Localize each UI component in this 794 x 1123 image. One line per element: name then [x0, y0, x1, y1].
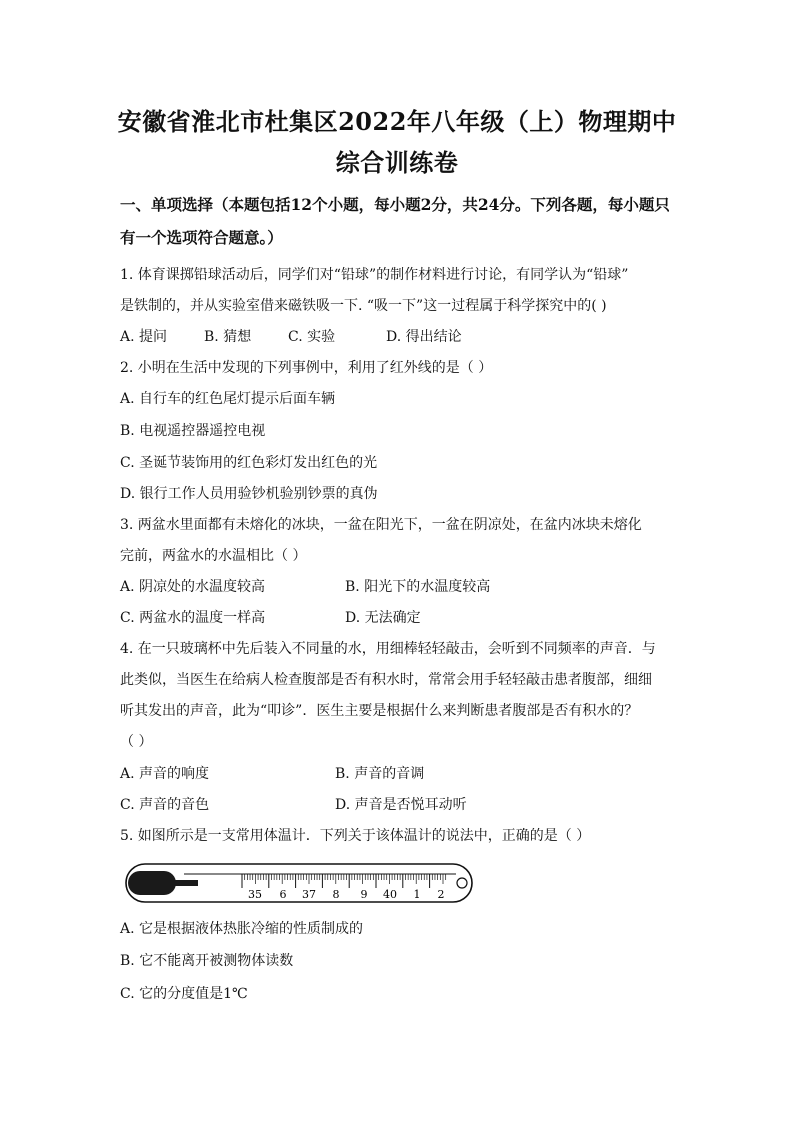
- q2-option-b: B. 电视遥控器遥控电视: [120, 423, 266, 439]
- q2-option-d: D. 银行工作人员用验钞机验别钞票的真伪: [120, 486, 378, 502]
- q2-stem: 2. 小明在生活中发现的下列事例中，利用了红外线的是（ ）: [120, 360, 493, 376]
- exam-title-line2: 综合训练卷: [335, 148, 459, 177]
- q5-option-b: B. 它不能离开被测物体读数: [120, 953, 294, 969]
- q4-stem-line3: 听其发出的声音，此为“叩诊”．医生主要是根据什么来判断患者腹部是否有积水的？: [120, 703, 639, 719]
- thermometer-figure: [124, 861, 476, 905]
- thermometer-mercury-column: [174, 880, 198, 886]
- q2-option-c: C. 圣诞节装饰用的红色彩灯发出红色的光: [120, 455, 378, 471]
- q1-option-d: D. 得出结论: [386, 329, 462, 345]
- q3-option-d: D. 无法确定: [345, 610, 421, 626]
- exam-title-line1: 安徽省淮北市杜集区2022年八年级（上）物理期中: [117, 107, 677, 136]
- q1-option-c: C. 实验: [288, 329, 336, 345]
- q3-option-a: A. 阴凉处的水温度较高: [120, 579, 266, 595]
- scale-label-36: 6: [279, 888, 287, 901]
- section1-heading: 一、单项选择（本题包括12个小题，每小题2分，共24分。下列各题，每小题只有一个选项符合题意。）: [120, 195, 670, 247]
- q4-stem-line4: （ ）: [120, 734, 153, 750]
- scale-label-41: 1: [413, 888, 421, 901]
- q1-stem-line1: 1. 体育课掷铅球活动后，同学们对“铅球”的制作材料进行讨论，有同学认为“铅球”: [120, 267, 629, 283]
- q3-option-c: C. 两盆水的温度一样高: [120, 610, 266, 626]
- q4-stem-line1: 4. 在一只玻璃杯中先后装入不同量的水，用细棒轻轻敲击，会听到不同频率的声音．与: [120, 641, 656, 657]
- scale-label-39: 9: [360, 888, 368, 901]
- q1-stem-line2: 是铁制的，并从实验室借来磁铁吸一下. “吸一下”这一过程属于科学探究中的( ): [120, 298, 607, 314]
- q3-stem-line1: 3. 两盆水里面都有未熔化的冰块，一盆在阳光下，一盆在阴凉处，在盆内冰块未熔化: [120, 517, 642, 533]
- scale-label-35: 35: [248, 888, 262, 901]
- q5-stem: 5. 如图所示是一支常用体温计．下列关于该体温计的说法中，正确的是（ ）: [120, 828, 591, 844]
- q4-option-a: A. 声音的响度: [120, 766, 210, 782]
- q5-option-a: A. 它是根据液体热胀冷缩的性质制成的: [120, 921, 364, 937]
- q3-stem-line2: 完前，两盆水的水温相比（ ）: [120, 548, 307, 564]
- q1-option-b: B. 猜想: [204, 329, 252, 345]
- q1-option-a: A. 提问: [120, 329, 168, 345]
- q2-option-a: A. 自行车的红色尾灯提示后面车辆: [120, 391, 336, 407]
- q3-option-b: B. 阳光下的水温度较高: [345, 579, 491, 595]
- scale-label-38: 8: [332, 888, 340, 901]
- thermometer-bulb: [128, 871, 176, 895]
- q4-stem-line2: 此类似，当医生在给病人检查腹部是否有积水时，常常会用手轻轻敲击患者腹部，细细: [120, 672, 652, 688]
- scale-label-40: 40: [383, 888, 397, 901]
- q4-option-d: D. 声音是否悦耳动听: [335, 797, 467, 813]
- scale-label-42: 2: [437, 888, 445, 901]
- q5-option-c: C. 它的分度值是1℃: [120, 986, 248, 1002]
- q4-option-c: C. 声音的音色: [120, 797, 210, 813]
- q4-option-b: B. 声音的音调: [335, 766, 425, 782]
- scale-label-37: 37: [302, 888, 316, 901]
